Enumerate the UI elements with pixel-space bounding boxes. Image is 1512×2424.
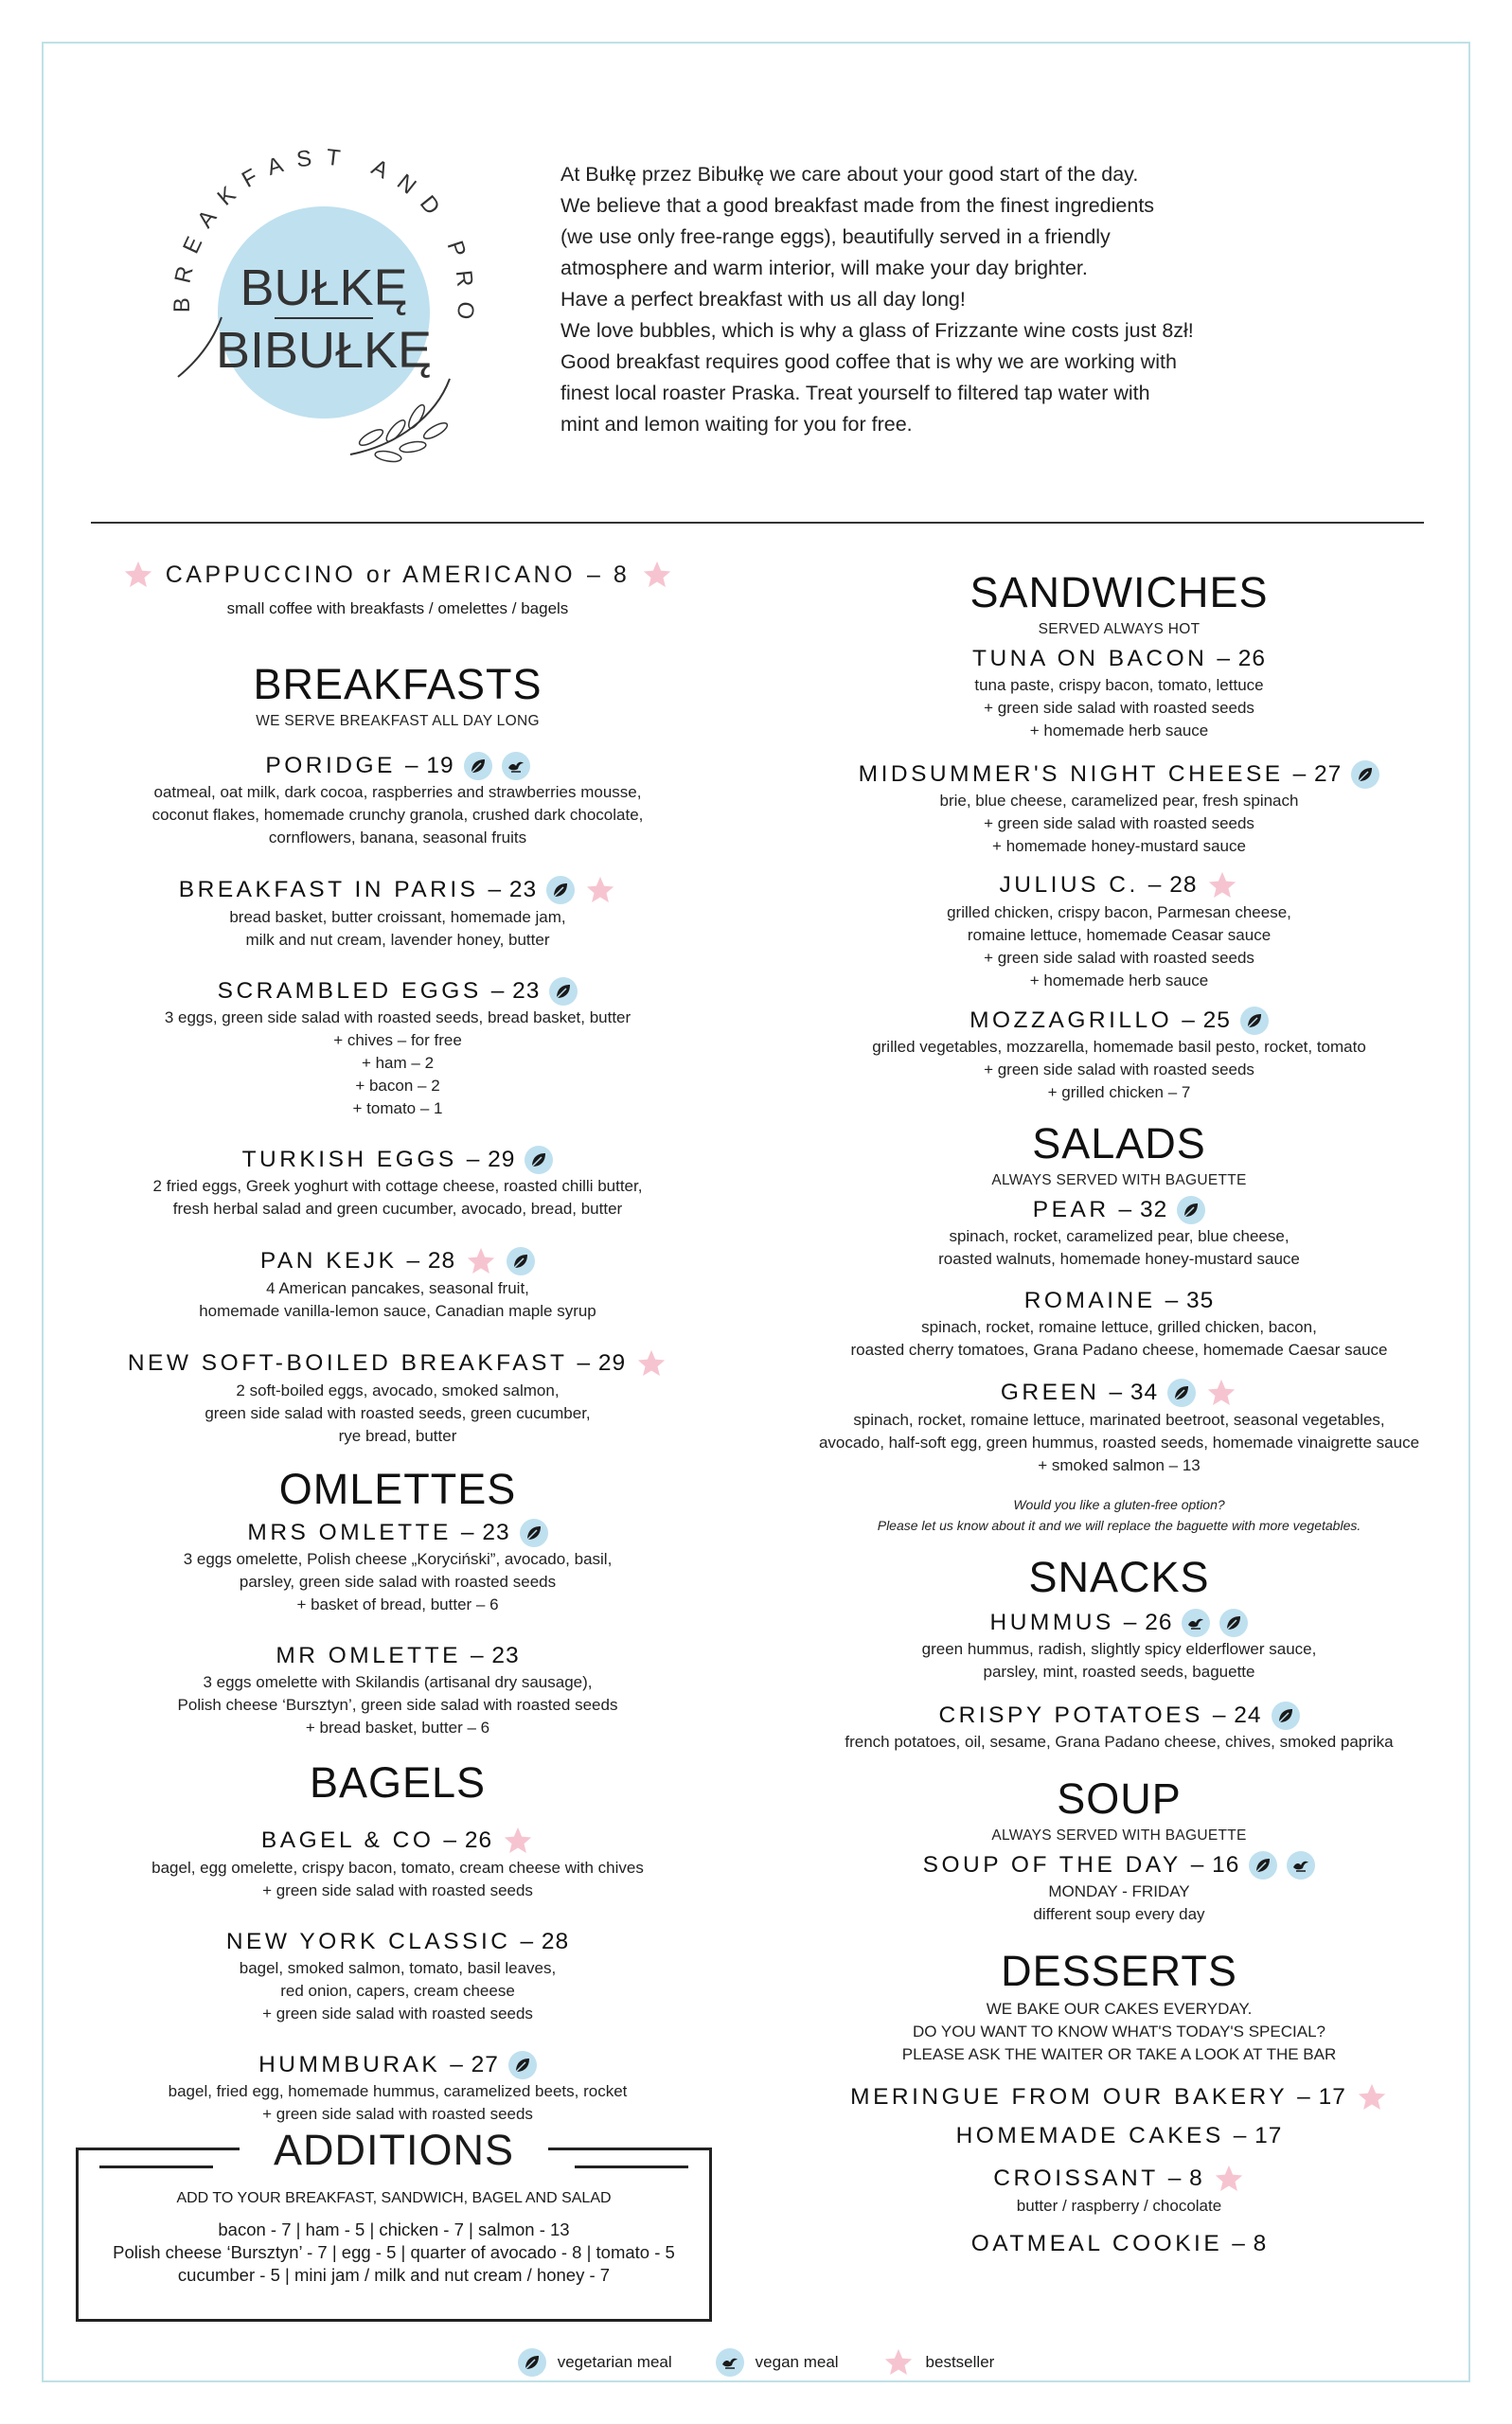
- bird-icon: [1287, 1851, 1315, 1880]
- item-name: BAGEL & CO: [260, 1827, 435, 1853]
- leaf-icon: [1272, 1702, 1300, 1730]
- item-name: CROISSANT: [993, 2166, 1159, 2191]
- item-name: NEW SOFT-BOILED BREAKFAST: [127, 1350, 568, 1376]
- item-desc: 4 American pancakes, seasonal fruit,: [266, 1279, 529, 1297]
- legend-bestseller: [882, 2346, 995, 2379]
- item-desc: roasted walnuts, homemade honey-mustard sauce: [938, 1250, 1300, 1268]
- item-price: – 19: [404, 753, 454, 778]
- coffee-price: – 8: [587, 561, 631, 588]
- leaf-icon: [1177, 1196, 1205, 1224]
- item-name: MRS OMLETTE: [247, 1520, 452, 1545]
- star-icon: [1356, 2081, 1388, 2113]
- item-desc: + green side salad with roasted seeds: [262, 2005, 533, 2023]
- section-salads: [803, 1119, 1435, 1536]
- item-desc: + bread basket, butter – 6: [305, 1719, 490, 1737]
- item-name: PORIDGE: [265, 753, 396, 778]
- item-desc: Polish cheese ‘Bursztyn’, green side salad with roasted seeds: [177, 1696, 618, 1714]
- star-icon: [1213, 2163, 1245, 2195]
- item-price: – 29: [466, 1147, 516, 1172]
- logo-line1: BUŁKĘ: [240, 259, 408, 316]
- leaf-icon: [1167, 1379, 1196, 1407]
- desserts-note: PLEASE ASK THE WAITER OR TAKE A LOOK AT THE BAR: [901, 2045, 1337, 2063]
- leaf-icon: [508, 2051, 537, 2079]
- item-price: – 27: [450, 2052, 499, 2077]
- menu-item: [91, 1518, 704, 1616]
- star-icon: [1206, 869, 1238, 901]
- item-price: – 23: [490, 978, 541, 1004]
- star-icon: [635, 1347, 667, 1380]
- item-price: – 28: [406, 1248, 456, 1274]
- item-desc: brie, blue cheese, caramelized pear, fresh spinach: [939, 792, 1299, 810]
- item-name: HUMMBURAK: [258, 2052, 441, 2077]
- coffee-name: CAPPUCCINO or AMERICANO: [165, 561, 577, 588]
- legend-vegetarian: [518, 2348, 672, 2377]
- icon-legend: [0, 2346, 1512, 2379]
- item-desc: butter / raspberry / chocolate: [1016, 2197, 1222, 2215]
- item-name: MR OMLETTE: [276, 1643, 461, 1668]
- item-desc: spinach, rocket, caramelized pear, blue cheese,: [949, 1227, 1290, 1245]
- intro-line: Good breakfast requires good coffee that is why we are working with: [560, 350, 1177, 373]
- menu-item: [91, 1347, 704, 1448]
- menu-item: [803, 869, 1435, 992]
- item-desc: + green side salad with roasted seeds: [262, 2105, 533, 2123]
- menu-item: [803, 644, 1435, 742]
- menu-item: [803, 1006, 1435, 1104]
- item-desc: + homemade honey-mustard sauce: [992, 837, 1246, 855]
- legend-label: vegetarian meal: [557, 2353, 672, 2371]
- menu-item: [803, 2121, 1435, 2151]
- additions-box: [76, 2126, 712, 2322]
- item-desc: spinach, rocket, romaine lettuce, marinated beetroot, seasonal vegetables,: [853, 1411, 1385, 1429]
- item-price: – 35: [1165, 1288, 1215, 1313]
- section-snacks: [803, 1553, 1435, 1754]
- item-price: – 26: [1123, 1610, 1173, 1635]
- item-price: – 25: [1182, 1007, 1231, 1033]
- leaf-icon: [1219, 1609, 1248, 1637]
- menu-item: [803, 1850, 1435, 1926]
- item-name: GREEN: [1000, 1380, 1100, 1405]
- item-name: CRISPY POTATOES: [938, 1702, 1203, 1728]
- leaf-icon: [518, 2348, 546, 2377]
- item-price: – 24: [1212, 1702, 1262, 1728]
- section-title: SALADS: [1032, 1119, 1206, 1167]
- item-desc: + homemade herb sauce: [1029, 971, 1209, 989]
- additions-line: cucumber - 5 | mini jam / milk and nut cream / honey - 7: [177, 2265, 611, 2285]
- menu-item: [91, 1825, 704, 1902]
- item-name: HUMMUS: [989, 1610, 1114, 1635]
- section-bagels: [91, 1758, 704, 2126]
- additions-line: Polish cheese ‘Bursztyn’ - 7 | egg - 5 | quarter of avocado - 8 | tomato - 5: [113, 2242, 675, 2262]
- intro-line: atmosphere and warm interior, will make your day brighter.: [560, 257, 1088, 279]
- section-title: ADDITIONS: [240, 2126, 548, 2175]
- item-desc: grilled chicken, crispy bacon, Parmesan cheese,: [947, 903, 1291, 921]
- menu-item: [91, 1245, 704, 1323]
- menu-item: [803, 759, 1435, 858]
- item-desc: + green side salad with roasted seeds: [984, 699, 1254, 717]
- logo-arc-text: BREAKFAST AND PRO: [169, 144, 479, 334]
- leaf-icon: [525, 1146, 553, 1174]
- divider: [91, 522, 1424, 524]
- star-icon: [1205, 1377, 1237, 1409]
- menu-item: [803, 1608, 1435, 1684]
- item-price: – 28: [1147, 872, 1198, 898]
- menu-item: [803, 1286, 1435, 1362]
- item-desc: grilled vegetables, mozzarella, homemade basil pesto, rocket, tomato: [872, 1038, 1366, 1056]
- item-name: MIDSUMMER'S NIGHT CHEESE: [858, 761, 1284, 787]
- brand-logo: [123, 104, 521, 483]
- menu-item: [803, 2081, 1435, 2113]
- note-line: Please let us know about it and we will replace the baguette with more vegetables.: [877, 1518, 1361, 1533]
- item-price: – 17: [1297, 2084, 1346, 2110]
- star-icon: [465, 1245, 497, 1277]
- item-desc: bagel, fried egg, homemade hummus, caramelized beets, rocket: [168, 2082, 628, 2100]
- bird-icon: [502, 752, 530, 780]
- section-omlettes: [91, 1465, 704, 1739]
- item-desc: + green side salad with roasted seeds: [984, 1060, 1254, 1078]
- section-title: SOUP: [1057, 1774, 1182, 1823]
- item-desc: parsley, mint, roasted seeds, baguette: [983, 1663, 1255, 1681]
- menu-item: [91, 874, 704, 952]
- item-price: – 23: [488, 877, 538, 902]
- item-name: ROMAINE: [1023, 1288, 1156, 1313]
- item-name: OATMEAL COOKIE: [970, 2231, 1223, 2256]
- item-desc: + grilled chicken – 7: [1047, 1083, 1191, 1101]
- star-icon: [584, 874, 616, 906]
- section-subtitle: ADD TO YOUR BREAKFAST, SANDWICH, BAGEL AND SALAD: [176, 2190, 612, 2206]
- item-price: – 23: [470, 1643, 520, 1668]
- bird-icon: [716, 2348, 744, 2377]
- leaf-icon: [520, 1519, 548, 1547]
- item-desc: + homemade herb sauce: [1029, 722, 1209, 740]
- item-desc: + bacon – 2: [355, 1077, 440, 1095]
- item-desc: + green side salad with roasted seeds: [984, 814, 1254, 832]
- right-column: [803, 568, 1435, 2259]
- menu-item: [803, 2229, 1435, 2259]
- item-desc: 3 eggs, green side salad with roasted seeds, bread basket, butter: [164, 1008, 631, 1026]
- item-desc: bagel, egg omelette, crispy bacon, tomato, cream cheese with chives: [151, 1859, 644, 1877]
- section-subtitle: ALWAYS SERVED WITH BAGUETTE: [991, 1827, 1247, 1844]
- section-title: BAGELS: [309, 1758, 487, 1807]
- intro-line: mint and lemon waiting for you for free.: [560, 413, 913, 436]
- leaf-icon: [1351, 760, 1379, 789]
- item-desc: parsley, green side salad with roasted seeds: [239, 1573, 557, 1591]
- item-name: JULIUS C.: [999, 872, 1139, 898]
- item-name: BREAKFAST IN PARIS: [178, 877, 479, 902]
- item-name: HOMEMADE CAKES: [955, 2123, 1224, 2148]
- menu-item: [91, 1641, 704, 1739]
- section-title: SNACKS: [1028, 1553, 1210, 1601]
- item-desc: green hummus, radish, slightly spicy elderflower sauce,: [921, 1640, 1317, 1658]
- section-soup: [803, 1774, 1435, 1926]
- item-desc: + tomato – 1: [352, 1099, 443, 1117]
- intro-line: (we use only free-range eggs), beautifully served in a friendly: [560, 225, 1111, 248]
- item-desc: rye bread, butter: [338, 1427, 457, 1445]
- item-price: – 17: [1233, 2123, 1283, 2148]
- item-price: – 34: [1109, 1380, 1159, 1405]
- item-desc: red onion, capers, cream cheese: [280, 1982, 515, 2000]
- intro-line: We love bubbles, which is why a glass of Frizzante wine costs just 8zł!: [560, 319, 1194, 342]
- item-price: – 26: [443, 1827, 493, 1853]
- section-title: SANDWICHES: [969, 568, 1269, 616]
- item-price: – 28: [520, 1929, 570, 1954]
- item-name: TUNA ON BACON: [971, 646, 1208, 671]
- item-desc: fresh herbal salad and green cucumber, avocado, bread, butter: [172, 1200, 623, 1218]
- bird-icon: [1182, 1609, 1210, 1637]
- item-desc: coconut flakes, homemade crunchy granola, crushed dark chocolate,: [151, 806, 644, 824]
- intro-text: [560, 159, 1280, 440]
- menu-item: [91, 976, 704, 1120]
- leaf-icon: [546, 876, 575, 904]
- item-desc: homemade vanilla-lemon sauce, Canadian maple syrup: [199, 1302, 596, 1320]
- legend-label: vegan meal: [755, 2353, 839, 2371]
- item-price: – 16: [1190, 1852, 1240, 1878]
- desserts-note: WE BAKE OUR CAKES EVERYDAY.: [986, 2000, 1253, 2018]
- section-title: OMLETTES: [278, 1465, 517, 1513]
- coffee-offer: [91, 559, 704, 618]
- menu-item: [803, 2163, 1435, 2218]
- section-subtitle: SERVED ALWAYS HOT: [1038, 621, 1201, 637]
- intro-line: finest local roaster Praska. Treat yourself to filtered tap water with: [560, 382, 1150, 404]
- star-icon: [122, 559, 154, 591]
- item-desc: + basket of bread, butter – 6: [296, 1595, 499, 1613]
- section-breakfasts: [91, 660, 704, 1448]
- item-price: – 27: [1292, 761, 1343, 787]
- section-title: DESSERTS: [1001, 1947, 1237, 1995]
- additions-line: bacon - 7 | ham - 5 | chicken - 7 | salmon - 13: [218, 2219, 570, 2239]
- item-desc: 3 eggs omelette, Polish cheese „Koryciński”, avocado, basil,: [183, 1550, 613, 1568]
- intro-line: Have a perfect breakfast with us all day long!: [560, 288, 966, 311]
- item-price: – 8: [1167, 2166, 1203, 2191]
- item-name: MOZZAGRILLO: [969, 1007, 1173, 1033]
- intro-line: At Bułkę przez Bibułkę we care about your good start of the day.: [560, 163, 1139, 186]
- left-column: [91, 559, 704, 2126]
- item-desc: french potatoes, oil, sesame, Grana Padano cheese, chives, smoked paprika: [845, 1733, 1394, 1751]
- legend-label: bestseller: [925, 2353, 995, 2371]
- item-desc: + chives – for free: [333, 1031, 462, 1049]
- item-desc: romaine lettuce, homemade Ceasar sauce: [967, 926, 1272, 944]
- item-desc: milk and nut cream, lavender honey, butter: [245, 931, 550, 949]
- item-name: PEAR: [1032, 1197, 1110, 1222]
- legend-vegan: [716, 2348, 839, 2377]
- item-price: – 8: [1232, 2231, 1268, 2256]
- item-desc: avocado, half-soft egg, green hummus, roasted seeds, homemade vinaigrette sauce: [818, 1434, 1420, 1452]
- section-title: BREAKFASTS: [253, 660, 543, 708]
- item-desc: 2 soft-boiled eggs, avocado, smoked salmon,: [236, 1381, 560, 1399]
- item-desc: cornflowers, banana, seasonal fruits: [268, 829, 527, 847]
- menu-item: [91, 1927, 704, 2025]
- item-price: – 26: [1217, 646, 1267, 671]
- item-name: PAN KEJK: [259, 1248, 398, 1274]
- section-desserts: [803, 1947, 1435, 2259]
- item-desc: bagel, smoked salmon, tomato, basil leaves,: [239, 1959, 557, 1977]
- item-desc: + smoked salmon – 13: [1038, 1456, 1201, 1474]
- item-desc: + ham – 2: [361, 1054, 435, 1072]
- item-desc: spinach, rocket, romaine lettuce, grilled chicken, bacon,: [921, 1318, 1317, 1336]
- item-price: – 29: [577, 1350, 627, 1376]
- menu-item: [91, 1145, 704, 1221]
- leaf-icon: [1249, 1851, 1277, 1880]
- menu-item: [803, 1377, 1435, 1477]
- item-name: SOUP OF THE DAY: [922, 1852, 1182, 1878]
- item-name: TURKISH EGGS: [241, 1147, 457, 1172]
- item-price: – 23: [460, 1520, 510, 1545]
- item-desc: + green side salad with roasted seeds: [984, 949, 1254, 967]
- section-subtitle: WE SERVE BREAKFAST ALL DAY LONG: [256, 713, 540, 729]
- item-price: – 32: [1118, 1197, 1168, 1222]
- item-desc: different soup every day: [1033, 1905, 1205, 1923]
- item-desc: roasted cherry tomatoes, Grana Padano cheese, homemade Caesar sauce: [850, 1341, 1388, 1359]
- coffee-desc: small coffee with breakfasts / omelettes / bagels: [226, 599, 569, 617]
- item-desc: 3 eggs omelette with Skilandis (artisanal dry sausage),: [203, 1673, 593, 1691]
- leaf-icon: [507, 1247, 535, 1275]
- leaf-icon: [549, 977, 578, 1006]
- section-subtitle: ALWAYS SERVED WITH BAGUETTE: [991, 1172, 1247, 1188]
- item-name: MERINGUE FROM OUR BAKERY: [850, 2084, 1289, 2110]
- note-line: Would you like a gluten-free option?: [1013, 1497, 1225, 1512]
- desserts-note: DO YOU WANT TO KNOW WHAT'S TODAY'S SPECIAL?: [913, 2023, 1325, 2041]
- item-desc: MONDAY - FRIDAY: [1048, 1882, 1190, 1900]
- item-desc: oatmeal, oat milk, dark cocoa, raspberries and strawberries mousse,: [153, 783, 642, 801]
- star-icon: [882, 2346, 915, 2379]
- leaf-icon: [1240, 1007, 1269, 1035]
- item-desc: + green side salad with roasted seeds: [262, 1881, 533, 1899]
- item-desc: bread basket, butter croissant, homemade jam,: [229, 908, 566, 926]
- item-desc: green side salad with roasted seeds, green cucumber,: [205, 1404, 591, 1422]
- menu-item: [803, 1701, 1435, 1754]
- leaf-icon: [464, 752, 492, 780]
- logo-line2: BIBUŁKĘ: [215, 322, 433, 379]
- intro-line: We believe that a good breakfast made from the finest ingredients: [560, 194, 1155, 217]
- section-sandwiches: [803, 568, 1435, 1104]
- menu-item: [91, 2050, 704, 2126]
- item-name: SCRAMBLED EGGS: [217, 978, 482, 1004]
- star-icon: [641, 559, 673, 591]
- menu-item: [91, 751, 704, 849]
- item-desc: 2 fried eggs, Greek yoghurt with cottage cheese, roasted chilli butter,: [152, 1177, 643, 1195]
- item-name: NEW YORK CLASSIC: [225, 1929, 511, 1954]
- menu-item: [803, 1195, 1435, 1271]
- item-desc: tuna paste, crispy bacon, tomato, lettuce: [974, 676, 1264, 694]
- star-icon: [502, 1825, 534, 1857]
- gluten-free-note: [803, 1494, 1435, 1536]
